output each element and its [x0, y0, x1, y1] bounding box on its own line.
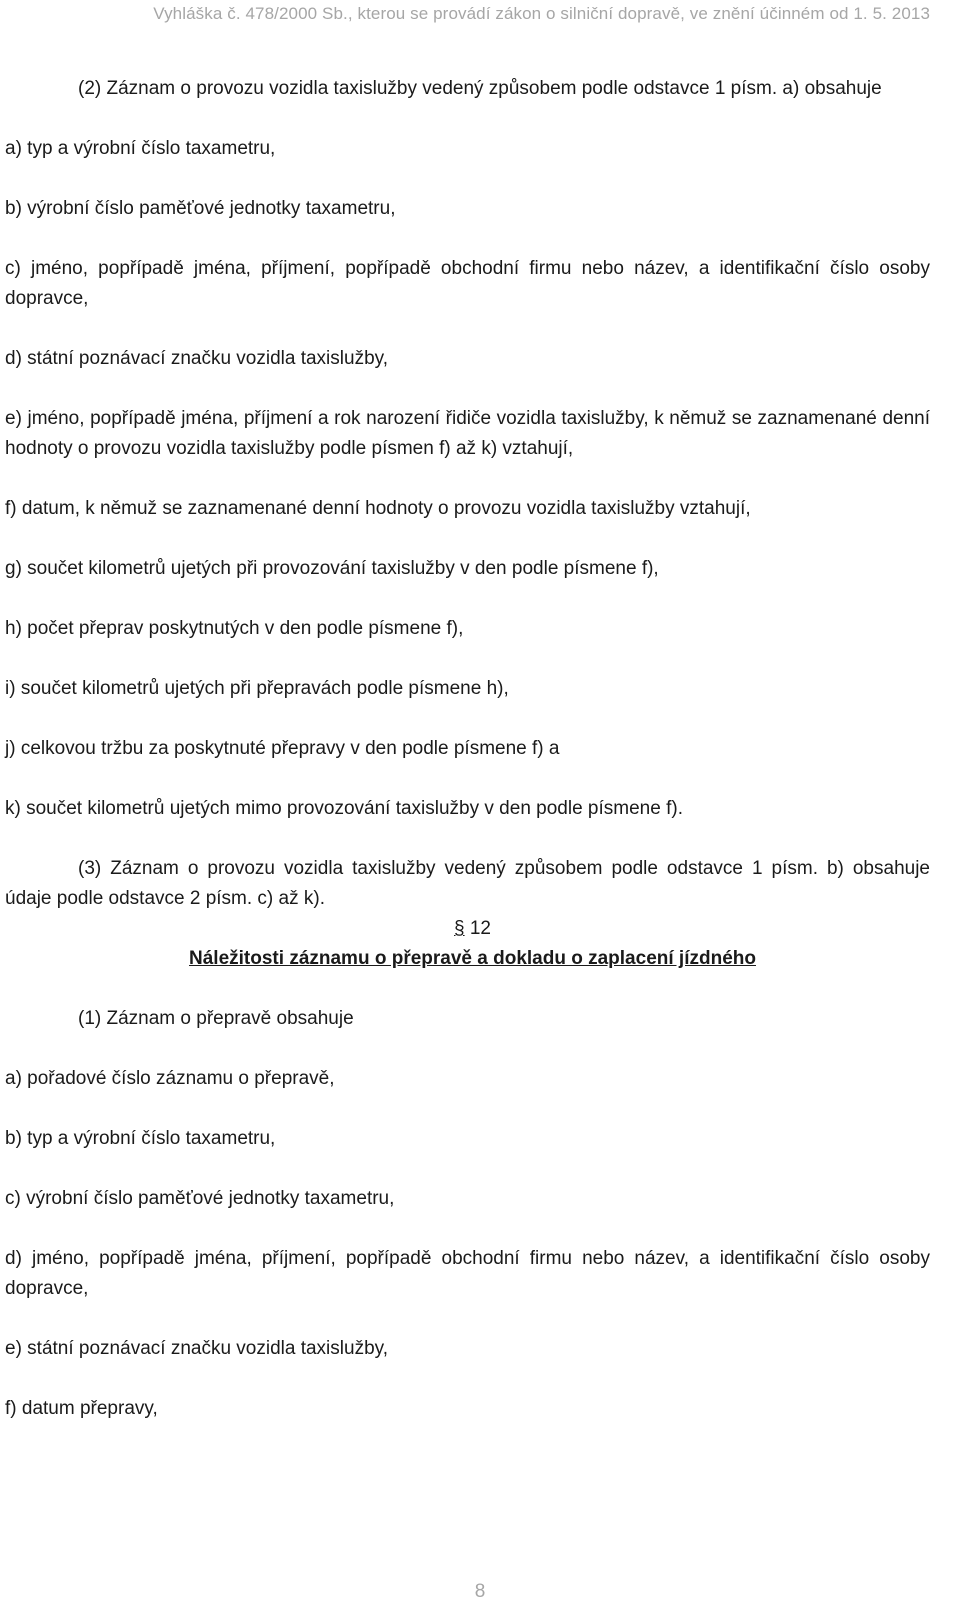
list-item-k: k) součet kilometrů ujetých mimo provozování taxislužby v den podle písmene f). — [5, 798, 683, 819]
list-item-f: f) datum, k němuž se zaznamenané denní hodnoty o provozu vozidla taxislužby vztahují, — [5, 498, 751, 519]
paragraph-2-intro: (2) Záznam o provozu vozidla taxislužby vedený způsobem podle odstavce 1 písm. a) obsahuje — [78, 78, 882, 99]
paragraph-3: (3) Záznam o provozu vozidla taxislužby vedený způsobem podle odstavce 1 písm. b) obsahuje údaje podle odstavce 2 písm. c) až k). — [5, 858, 930, 909]
list-item-h: h) počet přeprav poskytnutých v den podle písmene f), — [5, 618, 464, 639]
list-item-c: c) výrobní číslo paměťové jednotky taxametru, — [5, 1188, 395, 1209]
list-item-d: d) jméno, popřípadě jména, příjmení, popřípadě obchodní firmu nebo název, a identifikační číslo osoby dopravce, — [5, 1248, 930, 1299]
list-item-g: g) součet kilometrů ujetých při provozování taxislužby v den podle písmene f), — [5, 558, 659, 579]
list-item-b: b) typ a výrobní číslo taxametru, — [5, 1128, 276, 1149]
list-item-e: e) státní poznávací značku vozidla taxislužby, — [5, 1338, 389, 1359]
list-item-b: b) výrobní číslo paměťové jednotky taxametru, — [5, 198, 396, 219]
document-body — [5, 74, 930, 1424]
list-item-e: e) jméno, popřípadě jména, příjmení a rok narození řidiče vozidla taxislužby, k němuž se zaznamenané denní hodnoty o provozu vozidla taxislužby podle písmen f) až k) vztahují, — [5, 408, 930, 459]
list-item-c: c) jméno, popřípadě jména, příjmení, popřípadě obchodní firmu nebo název, a identifikační číslo osoby dopravce, — [5, 258, 930, 309]
section-sign: § — [454, 918, 465, 939]
page-number: 8 — [474, 1581, 486, 1602]
section-title: Náležitosti záznamu o přepravě a dokladu o zaplacení jízdného — [189, 948, 756, 969]
list-item-f: f) datum přepravy, — [5, 1398, 158, 1419]
list-item-i: i) součet kilometrů ujetých při přepravách podle písmene h), — [5, 678, 509, 699]
list-item-a: a) typ a výrobní číslo taxametru, — [5, 138, 276, 159]
list-item-a: a) pořadové číslo záznamu o přepravě, — [5, 1068, 335, 1089]
section-number-value: 12 — [469, 918, 491, 939]
paragraph-1-intro: (1) Záznam o přepravě obsahuje — [78, 1008, 354, 1029]
list-item-j: j) celkovou tržbu za poskytnuté přepravy v den podle písmene f) a — [5, 738, 560, 759]
page-header: Vyhláška č. 478/2000 Sb., kterou se provádí zákon o silniční dopravě, ve znění účinném od 1. 5. 2013 — [153, 4, 930, 23]
section-number — [5, 914, 930, 944]
list-item-d: d) státní poznávací značku vozidla taxislužby, — [5, 348, 389, 369]
